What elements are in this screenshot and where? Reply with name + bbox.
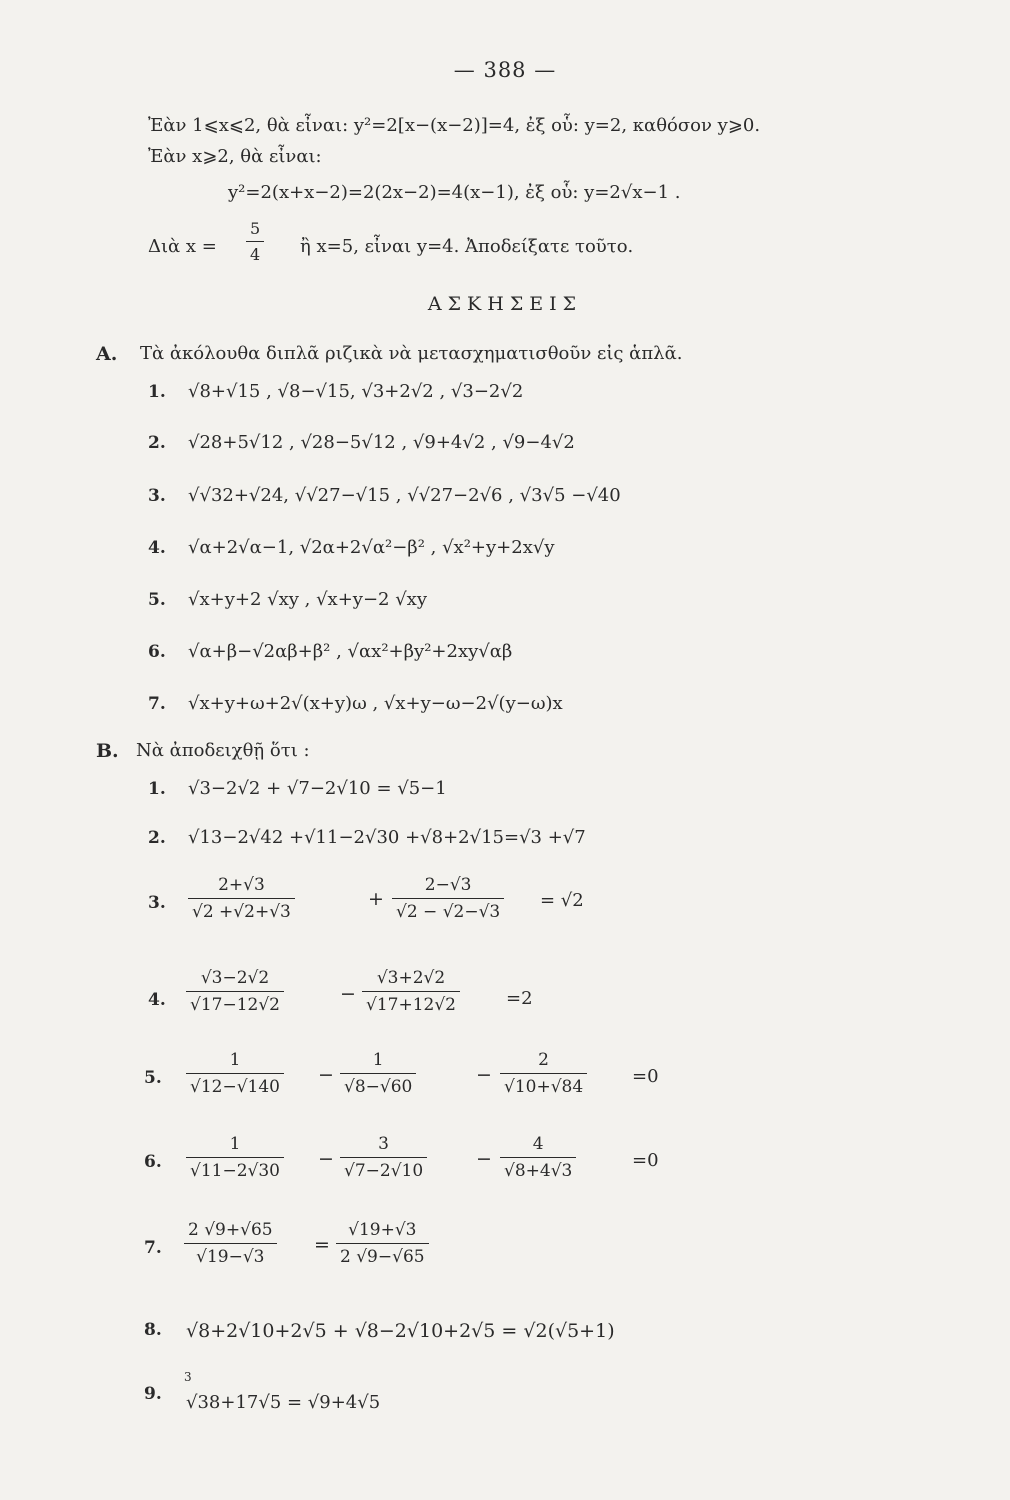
b4-rhs: =2 [506, 988, 533, 1009]
b5-fraction-1-denominator: √12−√140 [190, 1077, 280, 1097]
b5-fraction-3-numerator: 2 [500, 1050, 587, 1074]
intro-line-4-pre: Διὰ x = [148, 236, 217, 257]
intro-fraction [246, 219, 264, 264]
a-exercise-5-number: 5. [148, 590, 166, 610]
b6-fraction-2 [340, 1134, 427, 1181]
b7-fraction-2-denominator: 2 √9−√65 [340, 1247, 425, 1267]
intro-fraction-numerator: 5 [246, 219, 264, 242]
b-exercise-2-number: 2. [148, 828, 166, 848]
b6-fraction-3 [500, 1134, 576, 1181]
b5-fraction-1 [186, 1050, 284, 1097]
b4-fraction-2-numerator: √3+2√2 [362, 968, 460, 992]
intro-fraction-denominator: 4 [250, 245, 261, 264]
b-exercise-8-expression: √8+2√10+2√5 + √8−2√10+2√5 = √2(√5+1) [186, 1320, 615, 1342]
a-exercise-1-expression: √8+√15 , √8−√15, √3+2√2 , √3−2√2 [188, 381, 524, 402]
b6-fraction-1 [186, 1134, 284, 1181]
page-number: — 388 — [453, 58, 557, 82]
b4-fraction-1 [186, 968, 284, 1015]
b3-fraction-1 [188, 875, 295, 922]
b3-fraction-2-numerator: 2−√3 [392, 875, 504, 899]
a-exercise-5-expression: √x+y+2 √xy , √x+y−2 √xy [188, 589, 428, 610]
b6-fraction-1-denominator: √11−2√30 [190, 1161, 280, 1181]
intro-line-4-post: ἢ x=5, εἶναι y=4. Ἀποδείξατε τοῦτο. [300, 236, 634, 257]
b5-operator-1: − [318, 1064, 334, 1086]
intro-line-3: y²=2(x+x−2)=2(2x−2)=4(x−1), ἐξ οὗ: y=2√x−1 . [228, 182, 681, 203]
b5-fraction-2 [340, 1050, 416, 1097]
a-exercise-7-number: 7. [148, 694, 166, 714]
a-exercise-2-expression: √28+5√12 , √28−5√12 , √9+4√2 , √9−4√2 [188, 432, 575, 453]
b3-fraction-1-denominator: √2 +√2+√3 [192, 902, 291, 922]
a-exercise-4-expression: √α+2√α−1, √2α+2√α²−β² , √x²+y+2x√y [188, 537, 555, 558]
b3-fraction-2 [392, 875, 504, 922]
b-exercise-4-number: 4. [148, 990, 166, 1010]
b4-fraction-1-denominator: √17−12√2 [190, 995, 280, 1015]
b7-fraction-2-numerator: √19+√3 [336, 1220, 429, 1244]
b-exercise-6-number: 6. [144, 1152, 162, 1172]
b5-fraction-3 [500, 1050, 587, 1097]
section-b-label: Β. [96, 740, 119, 762]
intro-line-2: Ἐὰν x⩾2, θὰ εἶναι: [148, 146, 322, 167]
b6-rhs: =0 [632, 1150, 659, 1171]
b-exercise-8-number: 8. [144, 1320, 162, 1340]
exercises-heading: ΑΣΚΗΣΕΙΣ [427, 293, 583, 315]
b-exercise-1-number: 1. [148, 779, 166, 799]
a-exercise-7-expression: √x+y+ω+2√(x+y)ω , √x+y−ω−2√(y−ω)x [188, 693, 563, 714]
b5-operator-2: − [476, 1064, 492, 1086]
b6-operator-2: − [476, 1148, 492, 1170]
b4-fraction-2 [362, 968, 460, 1015]
b3-rhs: = √2 [540, 890, 584, 911]
b5-fraction-3-denominator: √10+√84 [504, 1077, 584, 1097]
a-exercise-4-number: 4. [148, 538, 166, 558]
section-a-label: Α. [96, 343, 118, 365]
section-b-text: Νὰ ἀποδειχθῇ ὅτι : [136, 740, 310, 761]
b5-fraction-2-numerator: 1 [340, 1050, 416, 1074]
b3-fraction-1-numerator: 2+√3 [188, 875, 295, 899]
a-exercise-3-number: 3. [148, 486, 166, 506]
b-exercise-5-number: 5. [144, 1068, 162, 1088]
a-exercise-6-number: 6. [148, 642, 166, 662]
b4-operator: − [340, 983, 356, 1005]
b6-fraction-3-denominator: √8+4√3 [504, 1161, 573, 1181]
b7-operator: = [314, 1234, 330, 1256]
b7-fraction-1 [184, 1220, 277, 1267]
b6-fraction-1-numerator: 1 [186, 1134, 284, 1158]
b6-fraction-2-denominator: √7−2√10 [344, 1161, 424, 1181]
b-exercise-7-number: 7. [144, 1238, 162, 1258]
b7-fraction-1-denominator: √19−√3 [196, 1247, 265, 1267]
b-exercise-1-expression: √3−2√2 + √7−2√10 = √5−1 [188, 778, 447, 799]
b6-fraction-3-numerator: 4 [500, 1134, 576, 1158]
b4-fraction-2-denominator: √17+12√2 [366, 995, 456, 1015]
b-exercise-9-number: 9. [144, 1384, 162, 1404]
b7-fraction-2 [336, 1220, 429, 1267]
a-exercise-6-expression: √α+β−√2αβ+β² , √αx²+βy²+2xy√αβ [188, 641, 513, 662]
b-exercise-3-number: 3. [148, 893, 166, 913]
b3-fraction-2-denominator: √2 − √2−√3 [396, 902, 501, 922]
a-exercise-3-expression: √√32+√24, √√27−√15 , √√27−2√6 , √3√5 −√40 [188, 485, 621, 506]
b5-fraction-1-numerator: 1 [186, 1050, 284, 1074]
intro-line-1: Ἐὰν 1⩽x⩽2, θὰ εἶναι: y²=2[x−(x−2)]=4, ἐξ οὗ: y=2, καθόσον y⩾0. [148, 115, 761, 136]
b5-rhs: =0 [632, 1066, 659, 1087]
b-exercise-9-expression: √38+17√5 = √9+4√5 [186, 1392, 381, 1413]
b-exercise-9-root-index: 3 [184, 1370, 192, 1384]
b3-operator: + [368, 888, 384, 910]
b5-fraction-2-denominator: √8−√60 [344, 1077, 413, 1097]
b7-fraction-1-numerator: 2 √9+√65 [184, 1220, 277, 1244]
b-exercise-2-expression: √13−2√42 +√11−2√30 +√8+2√15=√3 +√7 [188, 827, 586, 848]
b6-fraction-2-numerator: 3 [340, 1134, 427, 1158]
a-exercise-1-number: 1. [148, 382, 166, 402]
section-a-text: Τὰ ἀκόλουθα διπλᾶ ριζικὰ νὰ μετασχηματισθοῦν εἰς ἁπλᾶ. [140, 343, 683, 364]
a-exercise-2-number: 2. [148, 433, 166, 453]
b6-operator-1: − [318, 1148, 334, 1170]
b4-fraction-1-numerator: √3−2√2 [186, 968, 284, 992]
